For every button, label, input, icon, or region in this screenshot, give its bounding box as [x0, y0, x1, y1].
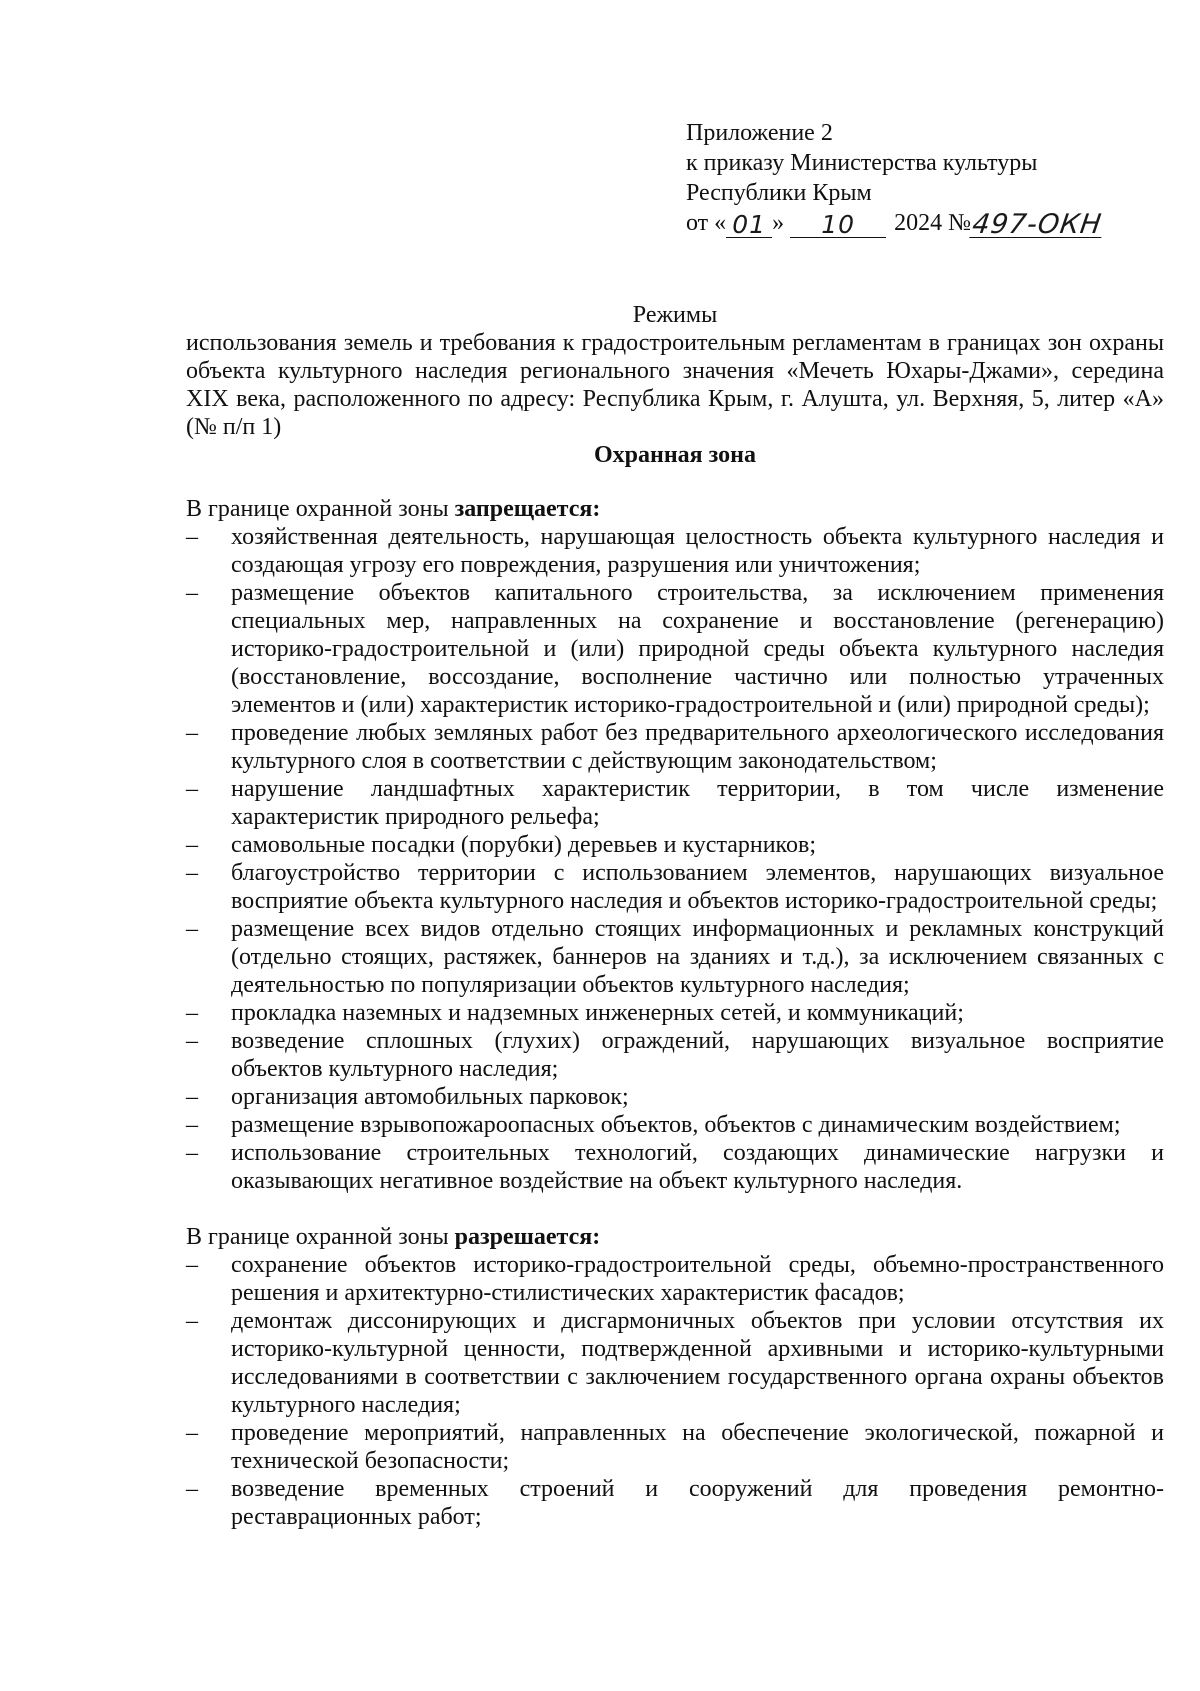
prohibited-list: [186, 523, 1164, 1195]
list-item: – благоустройство территории с использованием элементов, нарушающих визуальное восприятие объекта культурного наследия и объектов историко-градостроительной среды;: [186, 859, 1164, 915]
year-and-number-label: 2024 №: [894, 210, 972, 236]
list-item: – использование строительных технологий, создающих динамические нагрузки и оказывающих негативное воздействие на объект культурного наследия.: [186, 1139, 1164, 1195]
allowed-lead: [186, 1223, 1164, 1251]
regimes-title: Режимы: [632, 302, 718, 328]
zone-title: Охранная зона: [594, 442, 756, 468]
annex-line-1: Приложение 2: [686, 120, 833, 146]
list-item: – проведение мероприятий, направленных на обеспечение экологической, пожарной и технической безопасности;: [186, 1419, 1164, 1475]
date-close-quote: »: [772, 210, 785, 236]
list-item: – возведение сплошных (глухих) ограждений, нарушающих визуальное восприятие объектов культурного наследия;: [186, 1027, 1164, 1083]
document-body: [186, 301, 1164, 1531]
prohibited-lead: [186, 495, 1164, 523]
date-prefix: от «: [686, 210, 727, 236]
allowed-section: [186, 1223, 1164, 1531]
regimes-description: использования земель и требования к градостроительным регламентам в границах зон охраны объекта культурного наследия регионального значения «Мечеть Юхары-Джами», середина XIX века, расположенного по адресу: Республика Крым, г. Алушта, ул. Верхняя, 5, литер «А» (№ п/п 1): [186, 330, 1164, 440]
list-item: – прокладка наземных и надземных инженерных сетей, и коммуникаций;: [186, 999, 1164, 1027]
list-item: – хозяйственная деятельность, нарушающая целостность объекта культурного наследия и создающая угрозу его повреждения, разрушения или уничтожения;: [186, 523, 1164, 579]
list-item: – размещение взрывопожароопасных объектов, объектов с динамическим воздействием;: [186, 1111, 1164, 1139]
list-item: – самовольные посадки (порубки) деревьев и кустарников;: [186, 831, 1164, 859]
list-item: – сохранение объектов историко-градостроительной среды, объемно-пространственного решения и архитектурно-стилистических характеристик фасадов;: [186, 1251, 1164, 1307]
allowed-lead-bold: разрешается:: [454, 1224, 601, 1250]
annex-line-3: Республики Крым: [686, 180, 872, 206]
handwritten-month: 10: [790, 213, 886, 238]
prohibited-lead-text: В границе охранной зоны: [186, 496, 455, 522]
list-item: – размещение объектов капитального строительства, за исключением применения специальных мер, направленных на сохранение и восстановление (регенерацию) историко-градостроительной и (или) природной среды объекта культурного наследия (восстановление, воссоздание, восполнение частично или полностью утраченных элементов и (или) характеристик историко-градостроительной и (или) природной среды);: [186, 579, 1164, 719]
list-item: – возведение временных строений и сооружений для проведения ремонтно-реставрационных работ;: [186, 1475, 1164, 1531]
prohibited-section: [186, 495, 1164, 1195]
handwritten-order-number: 497-ОКН: [970, 209, 1104, 240]
prohibited-lead-bold: запрещается:: [454, 496, 601, 522]
list-item: – нарушение ландшафтных характеристик территории, в том числе изменение характеристик природного рельефа;: [186, 775, 1164, 831]
handwritten-day: 01: [726, 213, 772, 238]
annex-header: [686, 118, 1103, 238]
order-date-line: [686, 208, 1103, 238]
list-item: – демонтаж диссонирующих и дисгармоничных объектов при условии отсутствия их историко-культурной ценности, подтвержденной архивными и историко-культурными исследованиями в соответствии с заключением государственного органа охраны объектов культурного наследия;: [186, 1307, 1164, 1419]
list-item: – размещение всех видов отдельно стоящих информационных и рекламных конструкций (отдельно стоящих, растяжек, баннеров на зданиях и т.д.), за исключением связанных с деятельностью по популяризации объектов культурного наследия;: [186, 915, 1164, 999]
annex-line-2: к приказу Министерства культуры: [686, 150, 1038, 176]
list-item: – организация автомобильных парковок;: [186, 1083, 1164, 1111]
allowed-list: [186, 1251, 1164, 1531]
allowed-lead-text: В границе охранной зоны: [186, 1224, 455, 1250]
list-item: – проведение любых земляных работ без предварительного археологического исследования культурного слоя в соответствии с действующим законодательством;: [186, 719, 1164, 775]
